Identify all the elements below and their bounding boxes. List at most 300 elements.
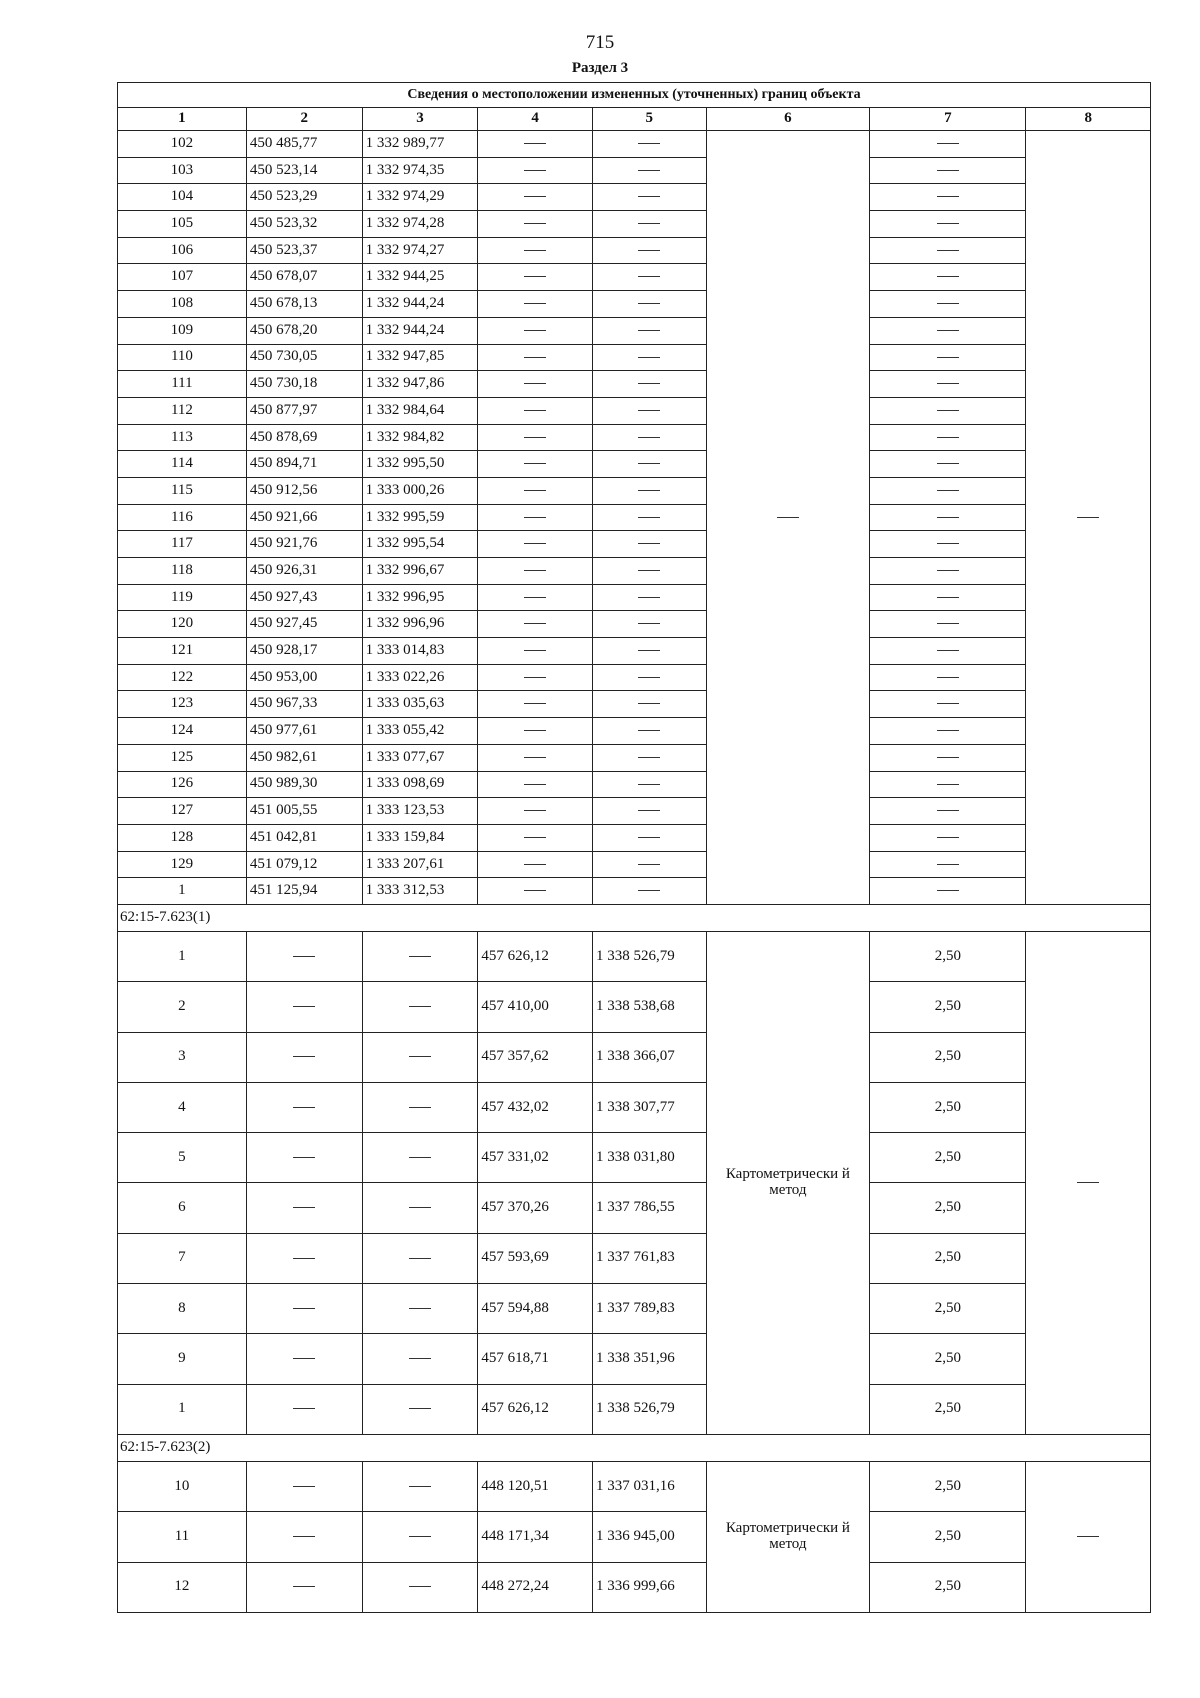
dash-mark (638, 517, 660, 518)
empty-value-dash (870, 878, 1026, 905)
dash-mark (638, 730, 660, 731)
existing-x: 450 928,17 (246, 638, 362, 665)
empty-value-dash (870, 237, 1026, 264)
empty-value-dash (478, 184, 593, 211)
existing-y: 1 333 000,26 (362, 477, 478, 504)
dash-mark (937, 597, 959, 598)
column-header: 5 (592, 108, 706, 131)
empty-value-dash (362, 1183, 478, 1233)
dash-mark (293, 1358, 315, 1359)
empty-value-dash (870, 451, 1026, 478)
new-x: 457 626,12 (478, 931, 593, 981)
existing-y: 1 333 098,69 (362, 771, 478, 798)
table-row (118, 638, 1151, 665)
dash-mark (638, 650, 660, 651)
empty-value-dash (246, 1461, 362, 1511)
method-cell: Картометрически й метод (706, 931, 870, 1434)
table-row (118, 1461, 1151, 1511)
dash-mark (638, 223, 660, 224)
existing-x: 451 125,94 (246, 878, 362, 905)
table-row (118, 664, 1151, 691)
dash-mark (638, 410, 660, 411)
dash-mark (524, 570, 546, 571)
dash-mark (524, 890, 546, 891)
dash-mark (524, 223, 546, 224)
empty-value-dash (478, 157, 593, 184)
empty-value-dash (246, 1384, 362, 1434)
empty-value-dash (478, 718, 593, 745)
new-x: 457 618,71 (478, 1334, 593, 1384)
table-row (118, 237, 1151, 264)
new-y: 1 337 761,83 (592, 1233, 706, 1283)
dash-mark (524, 597, 546, 598)
table-row (118, 477, 1151, 504)
empty-value-dash (592, 424, 706, 451)
dash-mark (409, 1107, 431, 1108)
empty-value-dash (246, 1562, 362, 1612)
table-row (118, 157, 1151, 184)
empty-value-dash (478, 664, 593, 691)
point-number: 108 (118, 291, 247, 318)
dash-mark (409, 1408, 431, 1409)
empty-value-dash (592, 397, 706, 424)
dash-mark (937, 170, 959, 171)
point-number: 102 (118, 131, 247, 158)
dash-mark (409, 1207, 431, 1208)
point-number: 1 (118, 931, 247, 981)
dash-mark (409, 1006, 431, 1007)
point-number: 4 (118, 1082, 247, 1132)
existing-x: 450 678,07 (246, 264, 362, 291)
empty-value-dash (246, 1284, 362, 1334)
empty-value-dash (706, 131, 870, 905)
accuracy-value: 2,50 (870, 1183, 1026, 1233)
empty-value-dash (246, 931, 362, 981)
existing-y: 1 332 996,95 (362, 584, 478, 611)
existing-x: 450 912,56 (246, 477, 362, 504)
table-row (118, 131, 1151, 158)
table-row (118, 1133, 1151, 1183)
point-number: 5 (118, 1133, 247, 1183)
existing-x: 450 977,61 (246, 718, 362, 745)
point-number: 7 (118, 1233, 247, 1283)
new-x: 457 331,02 (478, 1133, 593, 1183)
dash-mark (937, 837, 959, 838)
accuracy-value: 2,50 (870, 931, 1026, 981)
existing-y: 1 332 974,28 (362, 211, 478, 238)
dash-mark (293, 1408, 315, 1409)
dash-mark (524, 410, 546, 411)
empty-value-dash (478, 291, 593, 318)
empty-value-dash (478, 531, 593, 558)
accuracy-value: 2,50 (870, 1284, 1026, 1334)
dash-mark (409, 1258, 431, 1259)
dash-mark (409, 1486, 431, 1487)
table-row (118, 691, 1151, 718)
empty-value-dash (478, 424, 593, 451)
new-y: 1 337 789,83 (592, 1284, 706, 1334)
table-row (118, 211, 1151, 238)
point-number: 2 (118, 982, 247, 1032)
empty-value-dash (246, 1133, 362, 1183)
table-row (118, 291, 1151, 318)
point-number: 10 (118, 1461, 247, 1511)
dash-mark (638, 276, 660, 277)
dash-mark (777, 517, 799, 518)
existing-y: 1 332 995,59 (362, 504, 478, 531)
dash-mark (638, 357, 660, 358)
existing-x: 450 927,45 (246, 611, 362, 638)
empty-value-dash (362, 1384, 478, 1434)
new-y: 1 336 999,66 (592, 1562, 706, 1612)
accuracy-value: 2,50 (870, 1082, 1026, 1132)
empty-value-dash (478, 317, 593, 344)
point-number: 122 (118, 664, 247, 691)
empty-value-dash (592, 237, 706, 264)
accuracy-value: 2,50 (870, 1334, 1026, 1384)
existing-x: 450 926,31 (246, 558, 362, 585)
empty-value-dash (362, 1562, 478, 1612)
empty-value-dash (478, 504, 593, 531)
existing-y: 1 333 123,53 (362, 798, 478, 825)
dash-mark (524, 143, 546, 144)
dash-mark (524, 170, 546, 171)
point-number: 116 (118, 504, 247, 531)
accuracy-value: 2,50 (870, 1461, 1026, 1511)
dash-mark (937, 677, 959, 678)
dash-mark (638, 250, 660, 251)
new-x: 448 120,51 (478, 1461, 593, 1511)
dash-mark (937, 757, 959, 758)
dash-mark (638, 196, 660, 197)
point-number: 105 (118, 211, 247, 238)
empty-value-dash (246, 1334, 362, 1384)
empty-value-dash (478, 397, 593, 424)
dash-mark (638, 303, 660, 304)
empty-value-dash (870, 264, 1026, 291)
new-y: 1 337 031,16 (592, 1461, 706, 1511)
empty-value-dash (592, 798, 706, 825)
existing-y: 1 332 974,35 (362, 157, 478, 184)
table-row (118, 1284, 1151, 1334)
table-row (118, 1562, 1151, 1612)
dash-mark (638, 170, 660, 171)
column-header: 8 (1026, 108, 1151, 131)
existing-y: 1 333 207,61 (362, 851, 478, 878)
table-row (118, 931, 1151, 981)
existing-y: 1 332 974,27 (362, 237, 478, 264)
new-y: 1 338 366,07 (592, 1032, 706, 1082)
empty-value-dash (1026, 131, 1151, 905)
existing-x: 451 079,12 (246, 851, 362, 878)
new-x: 448 272,24 (478, 1562, 593, 1612)
dash-mark (638, 757, 660, 758)
empty-value-dash (870, 744, 1026, 771)
empty-value-dash (478, 771, 593, 798)
empty-value-dash (870, 211, 1026, 238)
empty-value-dash (478, 878, 593, 905)
dash-mark (409, 1308, 431, 1309)
dash-mark (937, 357, 959, 358)
existing-x: 451 042,81 (246, 824, 362, 851)
existing-y: 1 332 995,54 (362, 531, 478, 558)
accuracy-value: 2,50 (870, 1133, 1026, 1183)
dash-mark (524, 250, 546, 251)
existing-x: 450 730,05 (246, 344, 362, 371)
empty-value-dash (592, 531, 706, 558)
dash-mark (524, 784, 546, 785)
accuracy-value: 2,50 (870, 1032, 1026, 1082)
dash-mark (293, 1486, 315, 1487)
empty-value-dash (478, 237, 593, 264)
column-header: 4 (478, 108, 593, 131)
dash-mark (1077, 1182, 1099, 1183)
empty-value-dash (246, 982, 362, 1032)
empty-value-dash (870, 584, 1026, 611)
existing-y: 1 332 974,29 (362, 184, 478, 211)
new-x: 457 626,12 (478, 1384, 593, 1434)
existing-y: 1 332 944,24 (362, 291, 478, 318)
empty-value-dash (870, 504, 1026, 531)
dash-mark (524, 437, 546, 438)
existing-y: 1 332 996,96 (362, 611, 478, 638)
dash-mark (524, 303, 546, 304)
empty-value-dash (870, 611, 1026, 638)
point-number: 129 (118, 851, 247, 878)
dash-mark (524, 677, 546, 678)
existing-x: 450 982,61 (246, 744, 362, 771)
dash-mark (638, 810, 660, 811)
existing-x: 450 523,14 (246, 157, 362, 184)
new-x: 457 410,00 (478, 982, 593, 1032)
dash-mark (638, 703, 660, 704)
empty-value-dash (592, 451, 706, 478)
existing-x: 450 523,37 (246, 237, 362, 264)
dash-mark (524, 864, 546, 865)
point-number: 6 (118, 1183, 247, 1233)
dash-mark (638, 864, 660, 865)
table-row (118, 371, 1151, 398)
point-number: 120 (118, 611, 247, 638)
empty-value-dash (478, 824, 593, 851)
existing-y: 1 332 984,64 (362, 397, 478, 424)
dash-mark (293, 1157, 315, 1158)
table-row (118, 1384, 1151, 1434)
dash-mark (524, 810, 546, 811)
existing-y: 1 332 944,24 (362, 317, 478, 344)
table-row (118, 264, 1151, 291)
empty-value-dash (1026, 931, 1151, 1434)
dash-mark (638, 784, 660, 785)
dash-mark (638, 837, 660, 838)
empty-value-dash (592, 371, 706, 398)
point-number: 125 (118, 744, 247, 771)
accuracy-value: 2,50 (870, 1562, 1026, 1612)
dash-mark (937, 250, 959, 251)
point-number: 111 (118, 371, 247, 398)
empty-value-dash (870, 317, 1026, 344)
empty-value-dash (478, 131, 593, 158)
point-number: 8 (118, 1284, 247, 1334)
point-number: 107 (118, 264, 247, 291)
empty-value-dash (592, 317, 706, 344)
dash-mark (293, 1308, 315, 1309)
empty-value-dash (592, 584, 706, 611)
parcel-label: 62:15-7.623(1) (118, 904, 1151, 931)
dash-mark (937, 330, 959, 331)
existing-x: 450 967,33 (246, 691, 362, 718)
dash-mark (937, 543, 959, 544)
table-row (118, 744, 1151, 771)
table-row (118, 1512, 1151, 1562)
table-row (118, 824, 1151, 851)
dash-mark (409, 1358, 431, 1359)
empty-value-dash (246, 1512, 362, 1562)
existing-y: 1 332 989,77 (362, 131, 478, 158)
dash-mark (937, 223, 959, 224)
empty-value-dash (870, 157, 1026, 184)
empty-value-dash (478, 851, 593, 878)
empty-value-dash (362, 1133, 478, 1183)
dash-mark (937, 623, 959, 624)
existing-x: 450 894,71 (246, 451, 362, 478)
dash-mark (524, 730, 546, 731)
dash-mark (937, 517, 959, 518)
empty-value-dash (362, 1284, 478, 1334)
empty-value-dash (592, 744, 706, 771)
empty-value-dash (478, 344, 593, 371)
new-y: 1 336 945,00 (592, 1512, 706, 1562)
empty-value-dash (478, 611, 593, 638)
empty-value-dash (592, 718, 706, 745)
accuracy-value: 2,50 (870, 1384, 1026, 1434)
dash-mark (937, 276, 959, 277)
existing-x: 450 678,13 (246, 291, 362, 318)
new-x: 457 370,26 (478, 1183, 593, 1233)
empty-value-dash (592, 878, 706, 905)
page-number: 715 (585, 32, 615, 53)
empty-value-dash (592, 291, 706, 318)
empty-value-dash (592, 638, 706, 665)
new-y: 1 338 526,79 (592, 1384, 706, 1434)
empty-value-dash (362, 931, 478, 981)
dash-mark (1077, 1536, 1099, 1537)
point-number: 3 (118, 1032, 247, 1082)
point-number: 126 (118, 771, 247, 798)
empty-value-dash (592, 157, 706, 184)
empty-value-dash (1026, 1461, 1151, 1612)
empty-value-dash (870, 184, 1026, 211)
new-x: 457 357,62 (478, 1032, 593, 1082)
empty-value-dash (592, 691, 706, 718)
empty-value-dash (592, 477, 706, 504)
dash-mark (638, 330, 660, 331)
existing-y: 1 332 984,82 (362, 424, 478, 451)
parcel-label-row (118, 1434, 1151, 1461)
parcel-label-row (118, 904, 1151, 931)
point-number: 113 (118, 424, 247, 451)
empty-value-dash (362, 1233, 478, 1283)
point-number: 119 (118, 584, 247, 611)
column-header-row (118, 108, 1151, 131)
point-number: 104 (118, 184, 247, 211)
table-row (118, 317, 1151, 344)
column-header: 3 (362, 108, 478, 131)
empty-value-dash (592, 184, 706, 211)
new-y: 1 338 031,80 (592, 1133, 706, 1183)
dash-mark (638, 490, 660, 491)
dash-mark (293, 1586, 315, 1587)
table-row (118, 504, 1151, 531)
column-header: 1 (118, 108, 247, 131)
dash-mark (638, 597, 660, 598)
table-row (118, 982, 1151, 1032)
table-row (118, 798, 1151, 825)
table-row (118, 584, 1151, 611)
existing-y: 1 332 947,86 (362, 371, 478, 398)
existing-x: 450 878,69 (246, 424, 362, 451)
dash-mark (937, 890, 959, 891)
empty-value-dash (362, 1461, 478, 1511)
dash-mark (638, 623, 660, 624)
empty-value-dash (478, 264, 593, 291)
dash-mark (524, 837, 546, 838)
dash-mark (638, 437, 660, 438)
column-header: 6 (706, 108, 870, 131)
point-number: 112 (118, 397, 247, 424)
table-row (118, 451, 1151, 478)
empty-value-dash (592, 264, 706, 291)
existing-x: 450 523,32 (246, 211, 362, 238)
dash-mark (937, 650, 959, 651)
empty-value-dash (870, 344, 1026, 371)
existing-y: 1 333 022,26 (362, 664, 478, 691)
dash-mark (293, 1258, 315, 1259)
empty-value-dash (592, 504, 706, 531)
table-row (118, 558, 1151, 585)
table-row (118, 1233, 1151, 1283)
existing-y: 1 333 035,63 (362, 691, 478, 718)
empty-value-dash (478, 798, 593, 825)
empty-value-dash (592, 211, 706, 238)
empty-value-dash (870, 291, 1026, 318)
point-number: 118 (118, 558, 247, 585)
empty-value-dash (478, 558, 593, 585)
table-row (118, 851, 1151, 878)
empty-value-dash (870, 477, 1026, 504)
empty-value-dash (870, 424, 1026, 451)
dash-mark (937, 410, 959, 411)
existing-y: 1 333 014,83 (362, 638, 478, 665)
empty-value-dash (870, 531, 1026, 558)
empty-value-dash (870, 691, 1026, 718)
point-number: 128 (118, 824, 247, 851)
existing-x: 450 485,77 (246, 131, 362, 158)
dash-mark (293, 1006, 315, 1007)
empty-value-dash (246, 1233, 362, 1283)
existing-x: 450 921,76 (246, 531, 362, 558)
existing-x: 451 005,55 (246, 798, 362, 825)
table-row (118, 424, 1151, 451)
empty-value-dash (362, 1032, 478, 1082)
dash-mark (524, 490, 546, 491)
table-row (118, 718, 1151, 745)
new-y: 1 338 526,79 (592, 931, 706, 981)
new-x: 457 594,88 (478, 1284, 593, 1334)
point-number: 127 (118, 798, 247, 825)
empty-value-dash (478, 584, 593, 611)
point-number: 114 (118, 451, 247, 478)
